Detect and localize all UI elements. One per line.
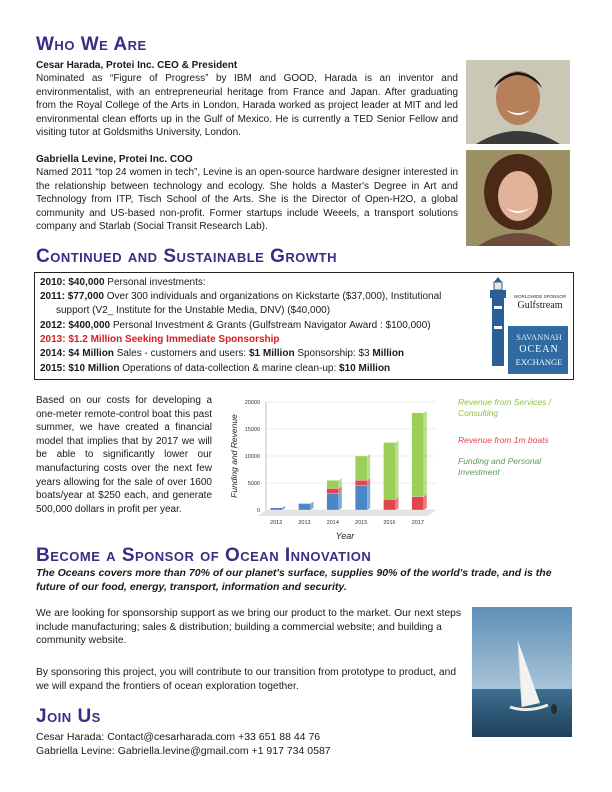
growth-2011-text: Over 300 individuals and organizations on Kickstarte ($37,000), Institutional xyxy=(103,291,442,302)
bar-segment xyxy=(412,497,424,511)
savannah-ocean-exchange-logo xyxy=(486,276,570,376)
growth-2014-d: Sponsorship: $3 xyxy=(294,348,373,359)
bar-side xyxy=(311,502,314,510)
logo-brand-text: Gulfstream xyxy=(517,300,563,311)
bar-side xyxy=(339,492,342,510)
x-axis-label: Year xyxy=(335,531,355,541)
y-tick-label: 20000 xyxy=(244,400,260,406)
growth-2013-text: 2013: $1.2 Million Seeking Immediate Sponsorship xyxy=(40,334,280,345)
bar-segment xyxy=(299,504,311,510)
bar-segment xyxy=(355,486,367,510)
bar-segment xyxy=(270,508,282,510)
person2-bio: Named 2011 “top 24 women in tech”, Levine is an open-source hardware designer interested in the relationship between technology and ecology. She holds a Master's Degree in Art and Technology from ITP, Tisch School of the Arts. She is the Director of Open-H2O, a global community and US-based non-profit. Former startups include Weeels, a transport solutions company and Starlab (Social Transit Research Lab). xyxy=(36,167,458,233)
logo-small-text: WORLDWIDE SPONSOR xyxy=(513,294,567,299)
logo-word1: SAVANNAH xyxy=(516,332,562,342)
x-tick-label: 2016 xyxy=(383,520,396,526)
revenue-chart xyxy=(220,392,440,542)
growth-line-2015 xyxy=(40,362,480,375)
person1-portrait-image xyxy=(466,60,570,144)
bar-segment xyxy=(327,480,339,488)
logo-word3: EXCHANGE xyxy=(515,357,563,367)
bar-segment xyxy=(384,499,396,510)
sponsor-tagline: The Oceans covers more than 70% of our planet's surface, supplies 90% of the world's trade, and is the future of our food, energy, transport, information and security. xyxy=(36,567,552,593)
growth-line-2013 xyxy=(40,333,460,346)
growth-line-2012 xyxy=(40,319,480,332)
sponsor-heading: Become a Sponsor of Ocean Innovation xyxy=(36,545,372,566)
bar-segment xyxy=(355,456,367,480)
person1-photo xyxy=(466,60,570,144)
person2-photo xyxy=(466,150,570,246)
sponsor-paragraph-1: We are looking for sponsorship support as we bring our product to the market. Our next steps include manufacturing; sales & distribution; building a commercial website; and building a community website. xyxy=(36,608,462,647)
logo-word2: OCEAN xyxy=(519,344,559,355)
x-tick-label: 2013 xyxy=(298,520,311,526)
y-tick-label: 10000 xyxy=(244,454,260,460)
person1-name: Cesar Harada, Protei Inc. CEO & President xyxy=(36,60,238,71)
y-axis-label: Funding and Revenue xyxy=(229,414,239,498)
contact-cesar: Cesar Harada: Contact@cesarharada.com +33 651 88 44 76 xyxy=(36,731,321,743)
sailboat-image xyxy=(472,607,572,737)
growth-2014-b: Sales - customers and users: xyxy=(113,348,249,359)
legend-boats: Revenue from 1m boats xyxy=(458,435,549,445)
y-tick-label: 15000 xyxy=(244,427,260,433)
growth-2015-b: Operations of data-collection & marine clean-up: xyxy=(119,363,340,374)
growth-heading: Continued and Sustainable Growth xyxy=(36,246,337,267)
x-tick-label: 2015 xyxy=(355,520,368,526)
bar-segment xyxy=(327,488,339,493)
ocean-boat-photo xyxy=(472,607,572,737)
growth-2014-e: Million xyxy=(372,348,405,359)
growth-2010-text: Personal investments: xyxy=(104,277,206,288)
bar-side xyxy=(424,495,427,511)
bar-segment xyxy=(384,443,396,500)
growth-2010-amount: 2010: $40,000 xyxy=(40,277,105,288)
growth-line-2010 xyxy=(40,276,460,289)
person2-portrait-image xyxy=(466,150,570,246)
growth-2014-a: 2014: $4 Million xyxy=(40,348,114,359)
legend-funding: Funding and Personal Investment xyxy=(458,456,542,477)
bar-side xyxy=(396,497,399,510)
growth-2015-a: 2015: $10 Million xyxy=(40,363,120,374)
x-tick-label: 2014 xyxy=(326,520,339,526)
bar-segment xyxy=(355,480,367,485)
growth-2014-c: $1 Million xyxy=(248,348,295,359)
contact-gabriella: Gabriella Levine: Gabriella.levine@gmail.com +1 917 734 0587 xyxy=(36,745,331,757)
person2-name: Gabriella Levine, Protei Inc. COO xyxy=(36,154,193,165)
growth-2015-c: $10 Million xyxy=(339,363,391,374)
x-tick-label: 2012 xyxy=(270,520,283,526)
bar-side xyxy=(367,454,370,480)
y-tick-label: 5000 xyxy=(247,481,260,487)
person1-bio: Nominated as “Figure of Progress” by IBM and GOOD, Harada is an inventor and environmentalist, with an entrepreneurial heritage from France and Japan. After graduating from the Royal College of the Arts in London, Harada worked as project leader at MIT and led environmental clean efforts up in the Gulf of Mexico. He is currently a TED Senior Fellow and visiting tutor at Goldsmiths University, London. xyxy=(36,73,458,139)
bar-segment xyxy=(412,413,424,497)
who-we-are-heading: Who We Are xyxy=(36,34,147,55)
legend-services: Revenue from Services / Consulting xyxy=(458,397,552,418)
growth-line-2011-cont: support (V2_ Institute for the Unstable Media, DNV) ($40,000) xyxy=(56,305,331,316)
bar-side xyxy=(424,411,427,497)
chart-floor xyxy=(258,510,436,516)
growth-2011-amount: 2011: $77,000 xyxy=(40,291,104,302)
sponsor-paragraph-2: By sponsoring this project, you will contribute to our transition from prototype to product, and we will expand the frontiers of ocean exploration together. xyxy=(36,667,457,692)
bar-side xyxy=(367,484,370,510)
growth-line-2014 xyxy=(40,347,480,360)
growth-2012-text: Personal Investment & Grants (Gulfstream Navigator Award : $100,000) xyxy=(110,320,431,331)
financial-model-text: Based on our costs for developing a one-meter remote-control boat this past summer, we have created a financial model that implies that by 2017 we will be able to significantly lower our manufacturing costs over the next few years allowing for the sale of over 1600 boats/year at $250 each, and generate 500,000 dollars in profit per year. xyxy=(36,395,212,515)
join-us-heading: Join Us xyxy=(36,706,101,727)
bar-side xyxy=(282,506,285,510)
y-tick-label: 0 xyxy=(256,508,260,514)
bar-segment xyxy=(327,494,339,510)
x-tick-label: 2017 xyxy=(411,520,424,526)
growth-2012-amount: 2012: $400,000 xyxy=(40,320,111,331)
growth-line-2011 xyxy=(40,290,480,303)
bar-side xyxy=(396,441,399,500)
